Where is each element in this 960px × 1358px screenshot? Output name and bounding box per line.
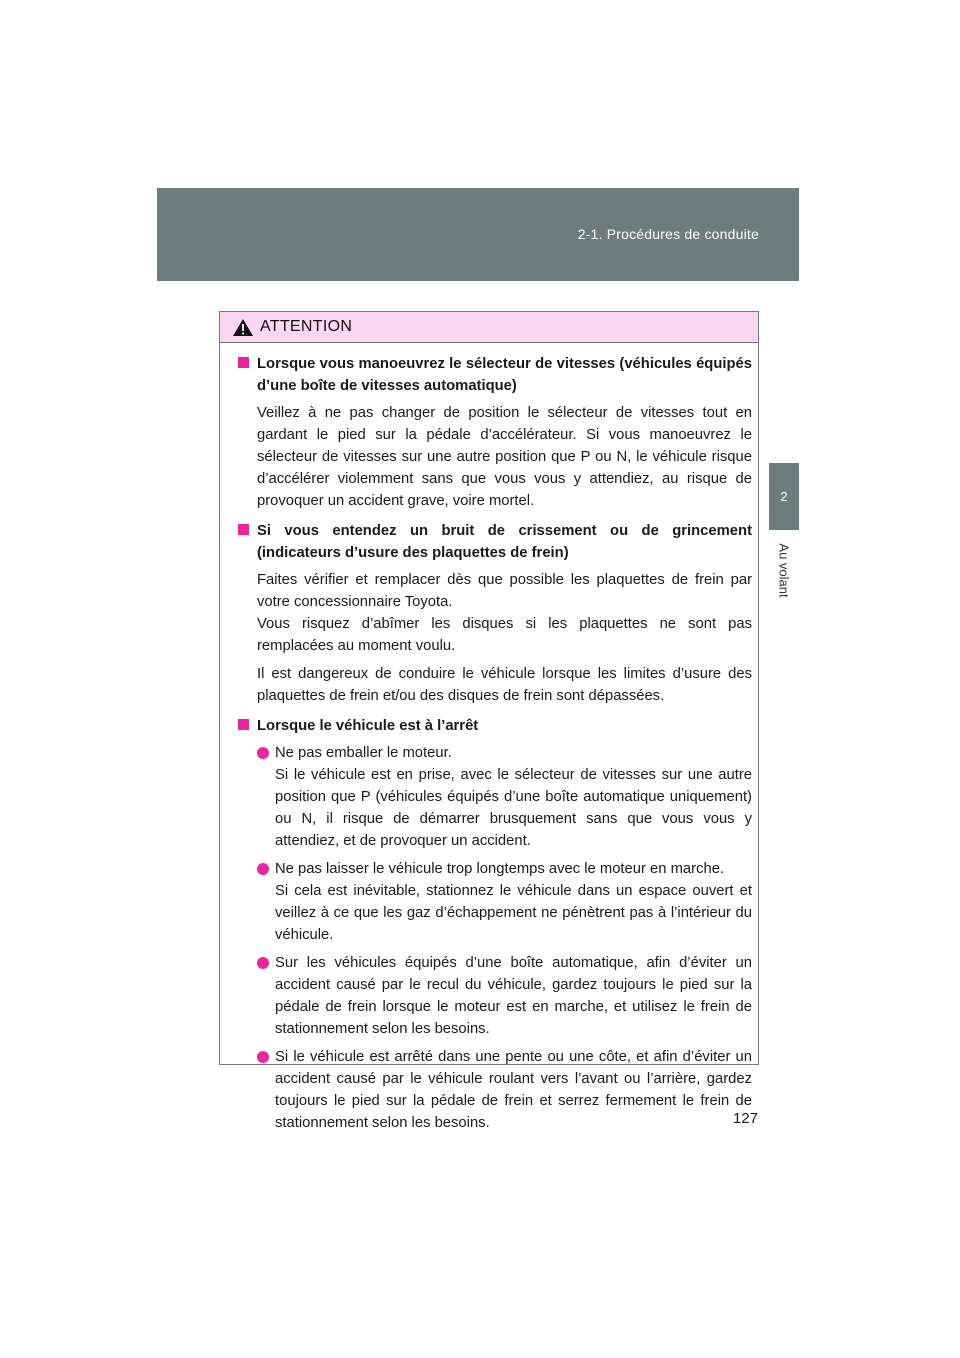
- section-title: 2-1. Procédures de conduite: [577, 226, 759, 242]
- sub-bullet-lead: Ne pas emballer le moteur.: [275, 745, 452, 761]
- sub-bullet: [257, 742, 752, 852]
- round-bullet-icon: [257, 957, 269, 969]
- sub-bullet-text: Si le véhicule est en prise, avec le sélecteur de vitesses sur une autre position que P (véhicules équipés d’une boîte automatique uniquement) ou N, il risque de démarrer brusquement sans que vous vous y attendiez, et de provoquer un accident.: [275, 767, 752, 849]
- sub-bullet: [257, 1046, 752, 1134]
- chapter-tab: [769, 463, 799, 530]
- sub-bullet-text: Si le véhicule est arrêté dans une pente ou une côte, et afin d’éviter un accident causé par le véhicule roulant vers l’avant ou l’arrière, gardez toujours le pied sur la pédale de frein et serrez fermement le frein de stationnement selon les besoins.: [275, 1049, 752, 1131]
- page-number: 127: [732, 1110, 758, 1127]
- chapter-number: 2: [780, 489, 788, 504]
- section-header: [157, 188, 799, 281]
- item-paragraph: Vous risquez d’abîmer les disques si les plaquettes ne sont pas remplacées au moment voulu.: [257, 616, 752, 654]
- item-paragraph: Faites vérifier et remplacer dès que possible les plaquettes de frein par votre concessionnaire Toyota.: [257, 572, 752, 610]
- item-title: Lorsque le véhicule est à l’arrêt: [257, 718, 479, 734]
- item-title: Lorsque vous manoeuvrez le sélecteur de vitesses (véhicules équipés d’une boîte de vitesses automatique): [257, 356, 752, 394]
- round-bullet-icon: [257, 863, 269, 875]
- sub-bullet: [257, 952, 752, 1040]
- sub-bullet: [257, 858, 752, 946]
- square-bullet-icon: [238, 357, 249, 368]
- sub-bullet-text: Si cela est inévitable, stationnez le véhicule dans un espace ouvert et veillez à ce que les gaz d’échappement ne pénètrent pas à l’intérieur du véhicule.: [275, 883, 752, 943]
- square-bullet-icon: [238, 524, 249, 535]
- item-paragraph: Il est dangereux de conduire le véhicule lorsque les limites d’usure des plaquettes de frein et/ou des disques de frein sont dépassées.: [257, 666, 752, 704]
- warning-triangle-icon: [232, 318, 254, 337]
- sub-bullet-lead: Ne pas laisser le véhicule trop longtemps avec le moteur en marche.: [275, 861, 725, 877]
- warning-item: [238, 353, 752, 512]
- warning-title: ATTENTION: [260, 318, 353, 335]
- sub-bullet-text: Sur les véhicules équipés d’une boîte automatique, afin d’éviter un accident causé par le recul du véhicule, gardez toujours le pied sur la pédale de frein lorsque le moteur est en marche, et utilisez le frein de stationnement selon les besoins.: [275, 955, 752, 1037]
- warning-body: [220, 343, 758, 1134]
- round-bullet-icon: [257, 747, 269, 759]
- warning-item: [238, 715, 752, 1134]
- item-paragraph: Veillez à ne pas changer de position le sélecteur de vitesses tout en gardant le pied sur la pédale d’accélérateur. Si vous manoeuvrez le sélecteur de vitesses sur une autre position que P ou N, le véhicule risque d’accélérer violemment sans que vous vous y attendiez, au risque de provoquer un accident grave, voire mortel.: [257, 405, 752, 509]
- item-title: Si vous entendez un bruit de crissement ou de grincement (indicateurs d’usure des plaquettes de frein): [257, 523, 752, 561]
- chapter-label: Au volant: [776, 542, 792, 598]
- warning-header: [220, 312, 758, 343]
- round-bullet-icon: [257, 1051, 269, 1063]
- square-bullet-icon: [238, 719, 249, 730]
- chapter-label-container: [769, 530, 799, 610]
- warning-item: [238, 520, 752, 707]
